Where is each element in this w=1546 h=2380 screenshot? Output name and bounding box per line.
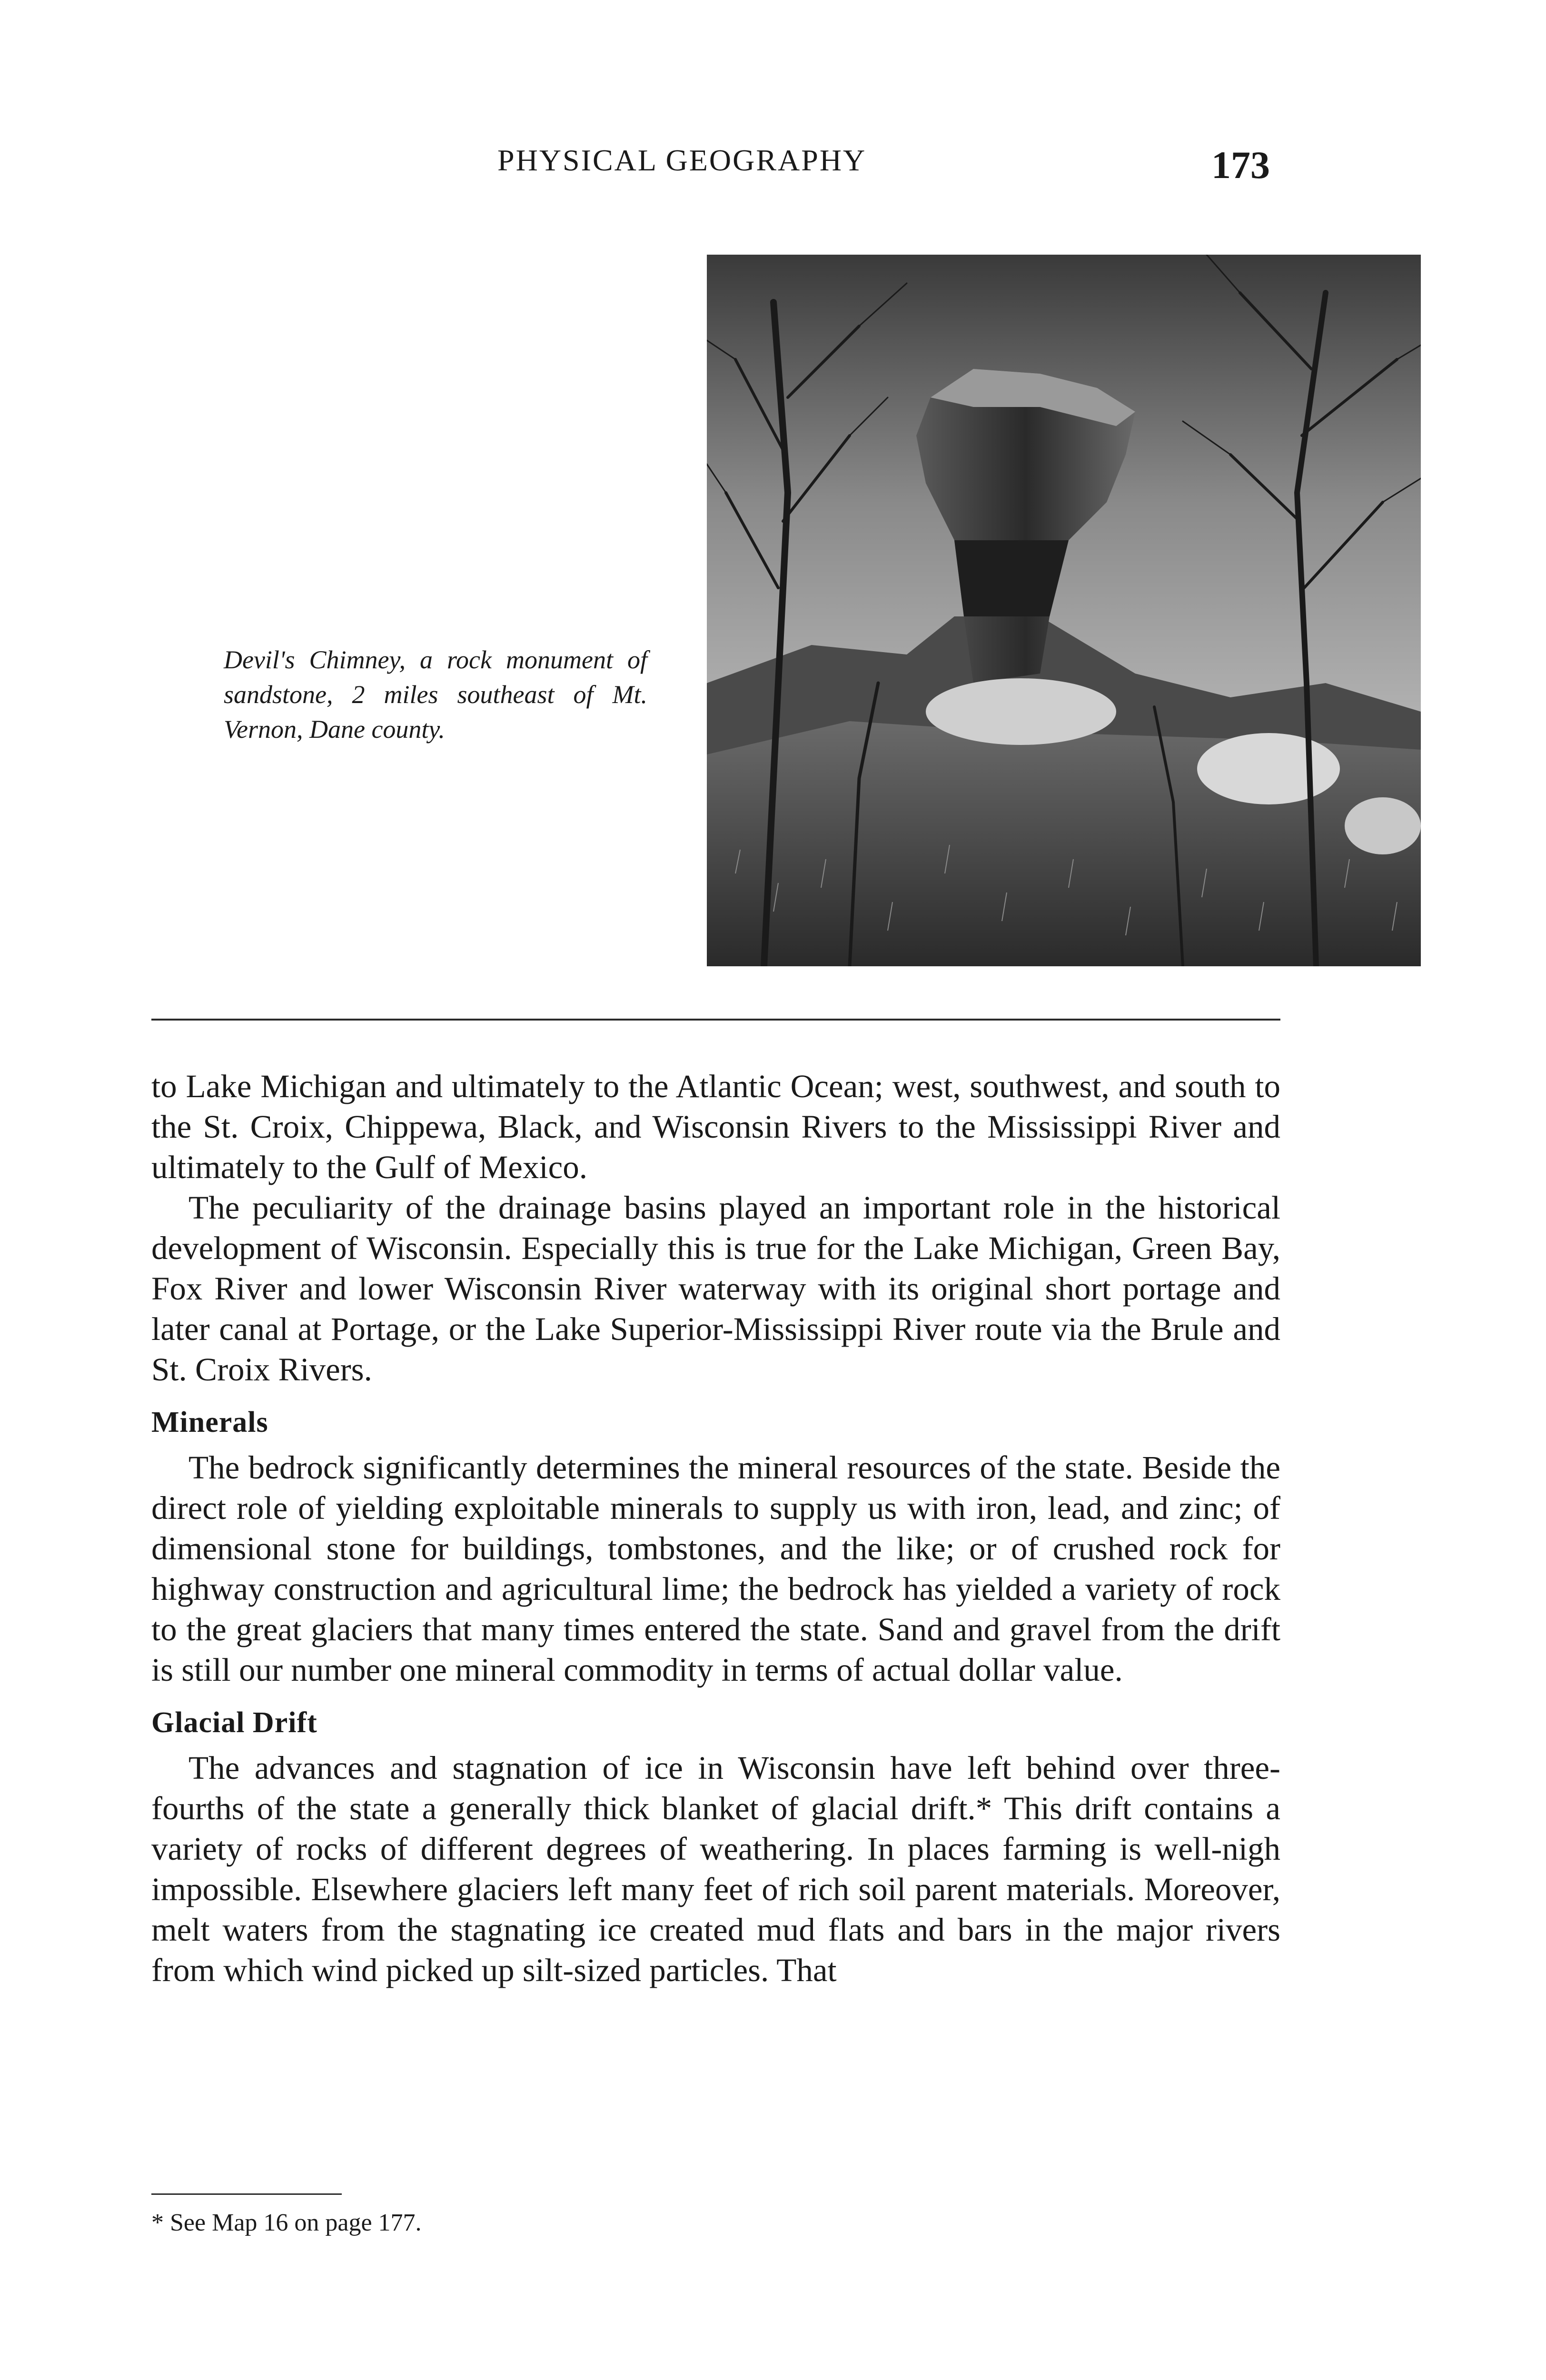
heading-minerals: Minerals <box>151 1406 268 1438</box>
figure-caption: Devil's Chimney, a rock monument of sandstone, 2 miles southeast of Mt. Vernon, Dane county. <box>224 645 647 744</box>
footnote: * See Map 16 on page 177. <box>151 2209 422 2236</box>
paragraph: The peculiarity of the drainage basins played an important role in the historical development of Wisconsin. Especially this is true for the Lake Michigan, Green Bay, Fox River and lower Wisconsin River waterway with its original short portage and later canal at Portage, or the Lake Superior-Mississippi River route via the Brule and St. Croix Rivers. <box>151 1190 1280 1388</box>
paragraph: to Lake Michigan and ultimately to the Atlantic Ocean; west, southwest, and south to the St. Croix, Chippewa, Black, and Wisconsin Rivers to the Mississippi River and ultimately to the Gulf of Mexico. <box>151 1068 1280 1185</box>
paragraph: The advances and stagnation of ice in Wisconsin have left behind over three-fourths of the state a generally thick blanket of glacial drift.* This drift contains a variety of rocks of different degrees of weathering. In places farming is well-nigh impossible. Elsewhere glaciers left many feet of rich soil parent materials. Moreover, melt waters from the stagnating ice created mud flats and bars in the major rivers from which wind picked up silt-sized particles. That <box>151 1750 1280 1988</box>
rock-monument-photo <box>707 255 1421 966</box>
body-text <box>151 1066 1280 1991</box>
heading-glacial-drift: Glacial Drift <box>151 1706 317 1739</box>
footnote-divider <box>151 2193 342 2195</box>
section-divider <box>151 1019 1280 1021</box>
rock-monument-icon <box>707 255 1421 966</box>
running-head: PHYSICAL GEOGRAPHY <box>497 143 867 177</box>
page-number: 173 <box>1211 143 1270 187</box>
paragraph: The bedrock significantly determines the mineral resources of the state. Beside the direct role of yielding exploitable minerals to supply us with iron, lead, and zinc; of dimensional stone for buildings, tombstones, and the like; or of crushed rock for highway construction and agricultural lime; the bedrock has yielded a variety of rock to the great glaciers that many times entered the state. Sand and gravel from the drift is still our number one mineral commodity in terms of actual dollar value. <box>151 1449 1280 1688</box>
